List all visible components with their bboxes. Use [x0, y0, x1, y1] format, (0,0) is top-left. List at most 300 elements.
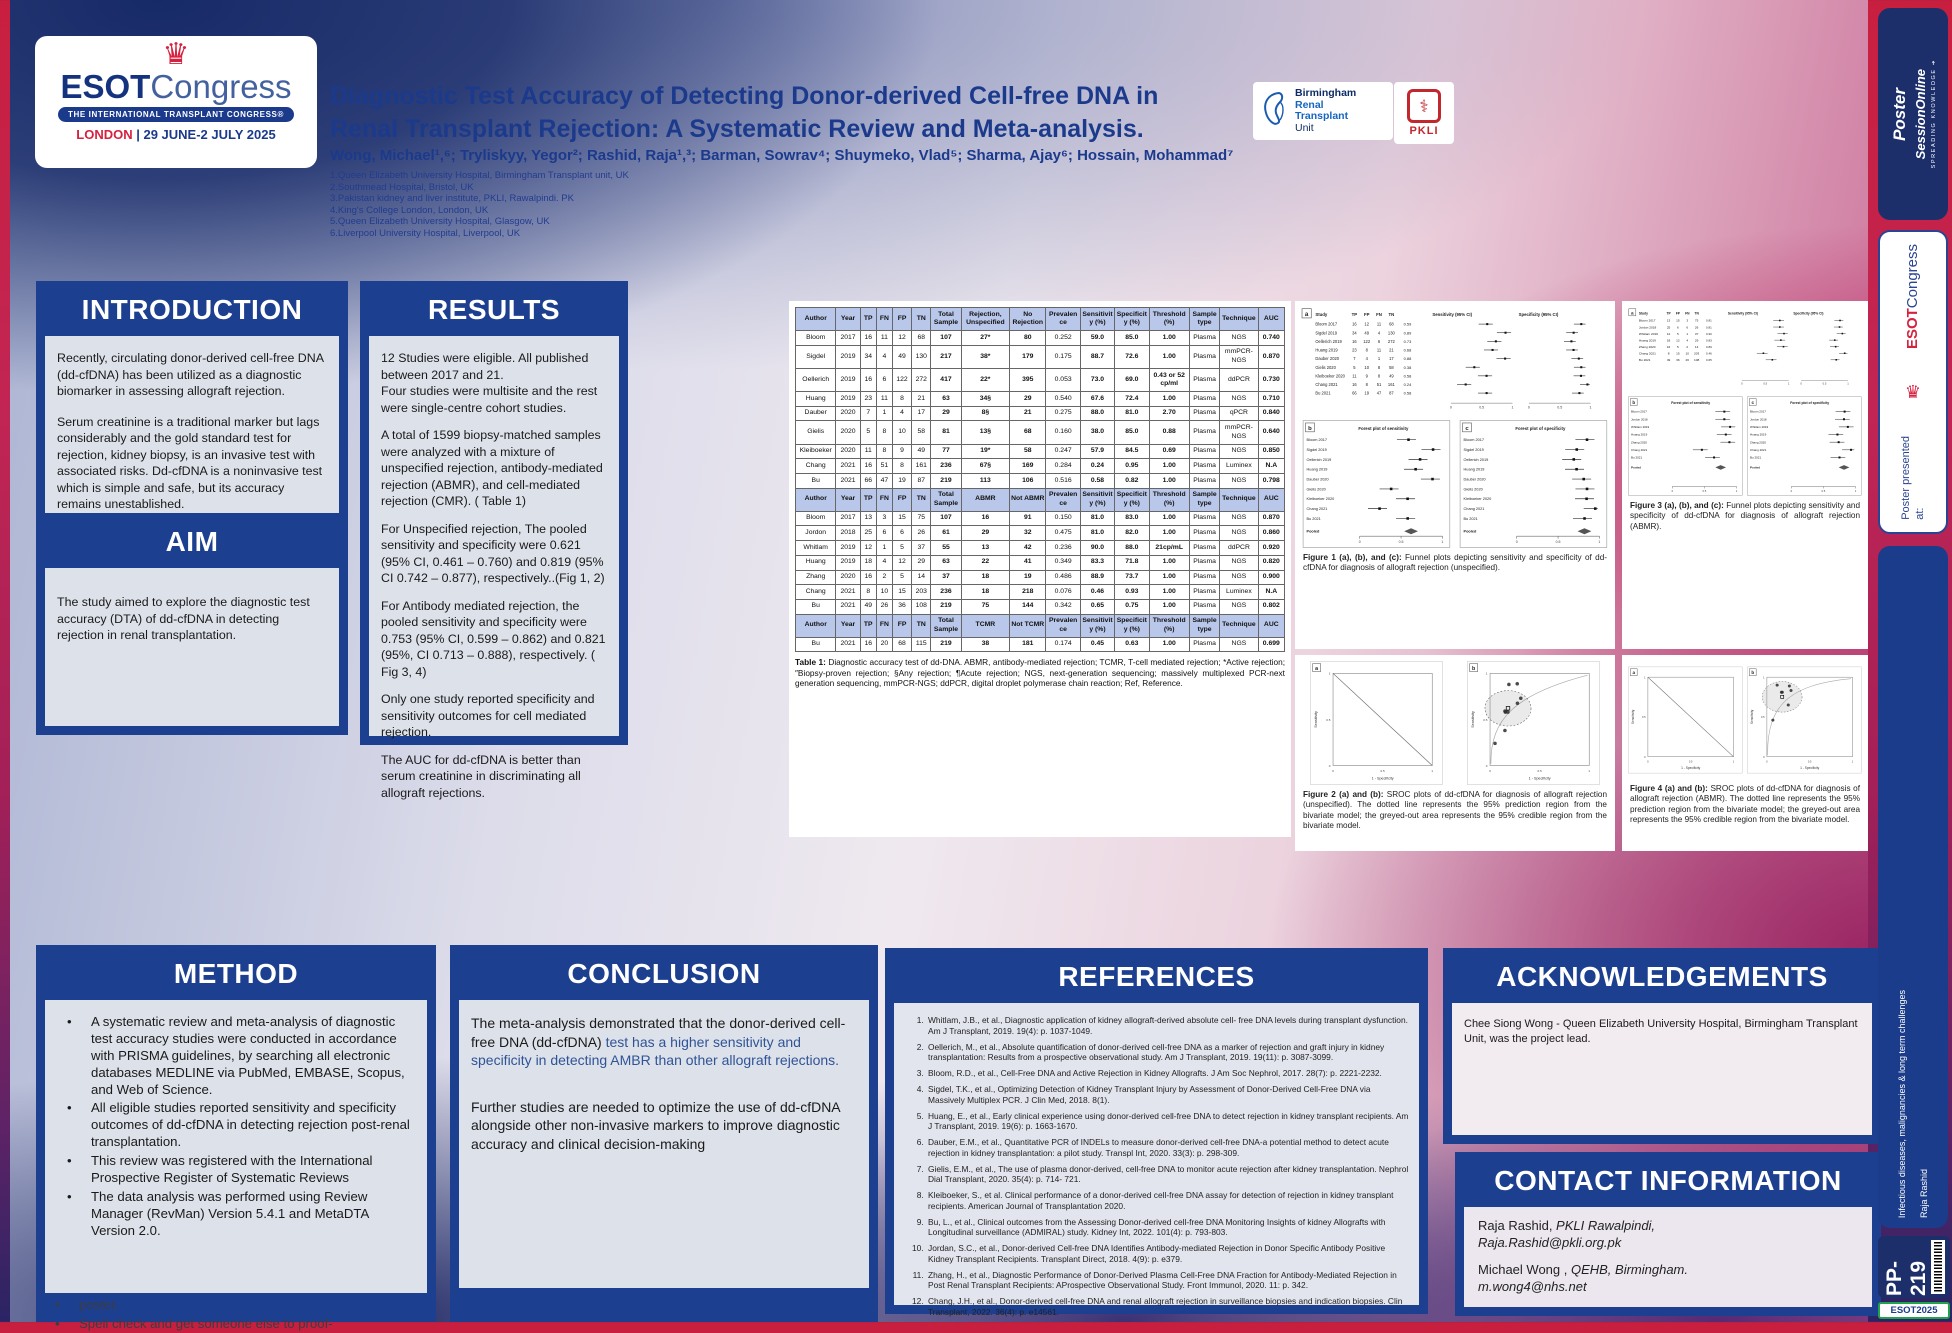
- table-cell: 2020: [836, 421, 860, 444]
- table-cell: 107: [931, 331, 961, 346]
- acknowledgements-body: [1452, 1003, 1872, 1135]
- svg-text:26: 26: [1685, 358, 1690, 363]
- introduction-body: [45, 336, 339, 541]
- poster-session-line1: Poster: [1889, 87, 1909, 141]
- table-cell: 181: [1010, 637, 1046, 652]
- contact-entry: [1478, 1217, 1858, 1252]
- svg-text:b: b: [1472, 665, 1476, 672]
- table-cell: NGS: [1220, 392, 1258, 407]
- svg-text:0.65: 0.65: [1706, 358, 1712, 363]
- svg-text:Bloom 2017: Bloom 2017: [1631, 409, 1647, 414]
- table-cell: 0.174: [1046, 637, 1080, 652]
- reference-item: 2. Oellerich, M., et al., Absolute quantification of donor-derived cell-free DNA as a marker of rejection and graft injury in kidney transplantation: Results from a prospective observational study. Am J Transplant, 2019. 19(11): p. 3087-3099.: [926, 1042, 1409, 1063]
- svg-text:21: 21: [1389, 347, 1394, 353]
- svg-text:a: a: [1630, 310, 1634, 316]
- table-cell: 32: [1010, 526, 1046, 541]
- table-cell: 0.160: [1046, 421, 1080, 444]
- svg-text:Dauber 2020: Dauber 2020: [1306, 477, 1329, 482]
- svg-text:23: 23: [1352, 347, 1357, 353]
- table-cell: 4: [892, 406, 911, 421]
- table-cell: Bu: [796, 473, 836, 488]
- poster-canvas: [10, 0, 1868, 1331]
- svg-text:Huang 2019: Huang 2019: [1315, 347, 1338, 353]
- table-header-row: [796, 614, 1285, 637]
- figure3-subpanels: [1628, 396, 1862, 496]
- table-cell: 5: [892, 541, 911, 556]
- svg-text:49: 49: [1389, 373, 1394, 379]
- svg-text:16: 16: [1666, 344, 1671, 349]
- table-header-row: [796, 488, 1285, 511]
- svg-text:Oellerich 2019: Oellerich 2019: [1306, 457, 1332, 462]
- svg-text:FN: FN: [1376, 312, 1382, 318]
- table-cell: 72.6: [1115, 345, 1149, 368]
- svg-text:0.5: 0.5: [1483, 717, 1488, 722]
- svg-text:Specificity (95% CI): Specificity (95% CI): [1518, 312, 1559, 318]
- svg-text:14: 14: [1694, 344, 1699, 349]
- table-cell: NGS: [1220, 570, 1258, 585]
- table-cell: 0.475: [1046, 526, 1080, 541]
- svg-text:25: 25: [1666, 325, 1671, 330]
- table-cell: Plasma: [1189, 599, 1219, 614]
- svg-text:1: 1: [1732, 760, 1735, 764]
- table-cell: 84.5: [1115, 444, 1149, 459]
- table-cell: 0.342: [1046, 599, 1080, 614]
- affiliation-line: 4.King's College London, London, UK: [330, 204, 489, 216]
- table-cell: 6: [876, 368, 892, 391]
- table-cell: 88.0: [1115, 541, 1149, 556]
- figure2-caption-text: SROC plots of dd-cfDNA for diagnosis of allograft rejection (unspecified). The dotted line represents the 95% prediction region from the bivariate model; the greyed-out area represents the 95% credible region from the bivariate model.: [1303, 790, 1607, 830]
- method-cut-bullet-list: [45, 1297, 427, 1333]
- pkli-logo: [1394, 82, 1454, 144]
- conclusion-paragraph-1: [471, 1014, 857, 1070]
- svg-text:66: 66: [1352, 390, 1357, 396]
- table-cell: 6: [876, 526, 892, 541]
- svg-text:1 - Specificity: 1 - Specificity: [1800, 765, 1820, 770]
- svg-text:0.81: 0.81: [1706, 325, 1712, 330]
- barcode: [1931, 1240, 1945, 1294]
- title-line-2: Renal Transplant Rejection: A Systematic Review and Meta-analysis.: [330, 114, 1144, 143]
- svg-text:1 - Specificity: 1 - Specificity: [1681, 765, 1701, 770]
- table-cell: 4: [876, 345, 892, 368]
- svg-text:Bu 2021: Bu 2021: [1306, 516, 1321, 521]
- svg-text:Zhang 2020: Zhang 2020: [1638, 344, 1656, 349]
- table-cell: 0.43 or 52 cp/ml: [1149, 368, 1189, 391]
- table-cell: Plasma: [1189, 406, 1219, 421]
- svg-text:1: 1: [1847, 382, 1849, 386]
- contact-email: m.wong4@nhs.net: [1478, 1278, 1587, 1294]
- figure3-forest-sensitivity-plot: [1628, 396, 1743, 496]
- results-paragraph: The AUC for dd-cfDNA is better than serum creatinine in discriminating all allograft rejections.: [381, 752, 581, 800]
- esot-congress-vertical-text: [1904, 244, 1922, 349]
- table-cell: 144: [1010, 599, 1046, 614]
- references-title: REFERENCES: [1058, 961, 1255, 992]
- table-cell: 0.95: [1115, 459, 1149, 474]
- svg-text:0.59: 0.59: [1403, 321, 1412, 327]
- reference-item: 5. Huang, E., et al., Early clinical experience using donor-derived cell-free DNA to detect rejection in kidney transplant recipients. Am J Transplant, 2019. 19(6): p. 1663-1670.: [926, 1111, 1409, 1132]
- svg-text:Bu 2021: Bu 2021: [1750, 455, 1762, 460]
- svg-text:Chang 2021: Chang 2021: [1306, 507, 1328, 512]
- table-cell: 0.88: [1149, 421, 1189, 444]
- svg-text:Pooled: Pooled: [1463, 529, 1477, 534]
- table-cell: 0.247: [1046, 444, 1080, 459]
- figure4-subpanels: [1628, 661, 1862, 779]
- table-cell: Plasma: [1189, 345, 1219, 368]
- figure4-panel: [1622, 655, 1868, 851]
- svg-text:0.5: 0.5: [1326, 717, 1331, 722]
- table-header-cell: FP: [892, 488, 911, 511]
- table-cell: 179: [1010, 345, 1046, 368]
- svg-text:7: 7: [1353, 356, 1356, 362]
- table-cell: 81.0: [1080, 526, 1114, 541]
- figure1-forest-sensitivity-plot: [1301, 420, 1452, 548]
- table-header-cell: Prevalence: [1046, 488, 1080, 511]
- table-cell: Plasma: [1189, 541, 1219, 556]
- table-cell: 21: [1010, 406, 1046, 421]
- table-cell: 36: [892, 599, 911, 614]
- svg-text:0: 0: [1489, 769, 1491, 774]
- conclusion-p1-dark: The meta-analysis demonstrated that the donor-derived cell-free DNA (dd-cfDNA): [471, 1015, 846, 1050]
- table-cell: 1.00: [1149, 599, 1189, 614]
- table-cell: 21cp/mL: [1149, 541, 1189, 556]
- table-cell: 2021: [836, 473, 860, 488]
- svg-text:Forest plot of sensitivity: Forest plot of sensitivity: [1671, 400, 1711, 405]
- table-cell: Sigdel: [796, 345, 836, 368]
- table-cell: 29: [931, 406, 961, 421]
- table-cell: 1.00: [1149, 511, 1189, 526]
- svg-text:Sigdel 2019: Sigdel 2019: [1315, 330, 1337, 336]
- svg-text:Chang 2021: Chang 2021: [1631, 447, 1648, 452]
- table-cell: N.A: [1258, 585, 1284, 600]
- svg-text:Bloom 2017: Bloom 2017: [1315, 321, 1338, 327]
- svg-text:0.5: 0.5: [1555, 540, 1561, 545]
- event-city: LONDON: [76, 127, 133, 142]
- svg-text:Study: Study: [1315, 312, 1328, 318]
- svg-text:15: 15: [1676, 351, 1680, 356]
- esot-logo-tagline: THE INTERNATIONAL TRANSPLANT CONGRESS®: [58, 107, 294, 122]
- presented-line2: at:: [1914, 507, 1926, 520]
- svg-text:Sensitivity: Sensitivity: [1631, 709, 1636, 725]
- table-cell: 16: [860, 570, 876, 585]
- table-cell: 58: [912, 421, 931, 444]
- references-section: [885, 948, 1428, 1317]
- table-cell: 29: [912, 555, 931, 570]
- table-cell: 87: [912, 473, 931, 488]
- results-paragraph: Only one study reported specificity and sensitivity outcomes for cell mediated rejection.: [381, 692, 595, 739]
- table-cell: 218: [1010, 585, 1046, 600]
- svg-text:11: 11: [1352, 373, 1357, 379]
- table-cell: 37: [912, 541, 931, 556]
- table-header-cell: Total Sample: [931, 488, 961, 511]
- svg-text:161: 161: [1387, 382, 1395, 388]
- svg-text:0.5: 0.5: [1557, 405, 1563, 410]
- svg-text:1: 1: [1598, 540, 1601, 545]
- figure2-caption: [1301, 790, 1609, 831]
- figure3-forest-specificity-plot: [1747, 396, 1862, 496]
- svg-text:0.5: 0.5: [1702, 489, 1707, 493]
- table-cell: Plasma: [1189, 511, 1219, 526]
- table-cell: Kleiboeker: [796, 444, 836, 459]
- svg-text:Study: Study: [1638, 311, 1648, 316]
- aim-body: [45, 568, 339, 726]
- svg-text:b: b: [1632, 399, 1636, 405]
- table-cell: 0.58: [1080, 473, 1114, 488]
- svg-text:0: 0: [1328, 763, 1331, 768]
- table-cell: 68: [912, 331, 931, 346]
- table-cell: ddPCR: [1220, 541, 1258, 556]
- table-cell: 83.3: [1080, 555, 1114, 570]
- esot-congress-badge: [1878, 230, 1948, 534]
- table-header-cell: AUC: [1258, 488, 1284, 511]
- table-cell: 417: [931, 368, 961, 391]
- table-cell: 63: [931, 392, 961, 407]
- figure3-caption-label: Figure 3 (a), (b), and (c):: [1630, 501, 1724, 510]
- table-cell: 217: [931, 345, 961, 368]
- contact-title: CONTACT INFORMATION: [1494, 1165, 1842, 1196]
- svg-text:0.88: 0.88: [1403, 356, 1412, 362]
- table-header-cell: Total Sample: [931, 308, 961, 331]
- svg-text:Sensitivity: Sensitivity: [1471, 711, 1476, 728]
- svg-text:Chang 2021: Chang 2021: [1315, 382, 1338, 388]
- contact-email: Raja.Rashid@pkli.org.pk: [1478, 1235, 1622, 1251]
- table-cell: 1.00: [1149, 331, 1189, 346]
- table-cell: Plasma: [1189, 459, 1219, 474]
- table-cell: 8: [860, 585, 876, 600]
- table-cell: Bloom: [796, 331, 836, 346]
- svg-text:1: 1: [1485, 671, 1488, 676]
- svg-text:4: 4: [1377, 330, 1381, 336]
- table-cell: 0.516: [1046, 473, 1080, 488]
- svg-text:272: 272: [1387, 338, 1395, 344]
- contact-org: PKLI Rawalpindi,: [1556, 1218, 1656, 1233]
- table-cell: 0.730: [1258, 368, 1284, 391]
- table-cell: 1.00: [1149, 585, 1189, 600]
- svg-text:a: a: [1304, 311, 1309, 319]
- diagnostic-accuracy-table: [795, 307, 1285, 652]
- table-cell: 61: [931, 526, 961, 541]
- table-cell: 0.710: [1258, 392, 1284, 407]
- table-cell: Bu: [796, 637, 836, 652]
- svg-text:0.5: 0.5: [1479, 405, 1485, 410]
- figure1-forest-specificity-plot: [1458, 420, 1609, 548]
- table-cell: NGS: [1220, 637, 1258, 652]
- table-cell: 72.4: [1115, 392, 1149, 407]
- table-header-cell: Threshold (%): [1149, 614, 1189, 637]
- table-cell: 8: [892, 392, 911, 407]
- table-cell: 63: [931, 555, 961, 570]
- figure1-caption-text: Funnel plots depicting sensitivity and specificity of dd-cfDNA for diagnosis of allograft rejection (unspecified).: [1303, 553, 1607, 573]
- method-body: [45, 1000, 427, 1293]
- method-bullet: • All eligible studies reported sensitivity and specificity outcomes of dd-cfDNA in detecting rejection post-renal transplantation.: [57, 1100, 415, 1151]
- svg-text:0.68: 0.68: [1403, 347, 1412, 353]
- table-header-cell: Specificity (%): [1115, 488, 1149, 511]
- table-cell: Plasma: [1189, 392, 1219, 407]
- svg-text:34: 34: [1352, 330, 1357, 336]
- svg-text:Bloom 2017: Bloom 2017: [1638, 318, 1656, 323]
- esot-logo-name: [35, 70, 317, 104]
- table-cell: 1.00: [1149, 637, 1189, 652]
- svg-text:1: 1: [1588, 769, 1591, 774]
- contact-body: [1464, 1207, 1872, 1307]
- acknowledgements-text: Chee Siong Wong - Queen Elizabeth University Hospital, Birmingham Transplant Unit, was the project lead.: [1464, 1018, 1858, 1045]
- table-cell: 2019: [836, 392, 860, 407]
- table-cell: 34: [860, 345, 876, 368]
- table-header-cell: Author: [796, 488, 836, 511]
- svg-text:0.38: 0.38: [1403, 364, 1412, 370]
- contact-entry: [1478, 1261, 1858, 1296]
- figure2-sroc-plot-b: [1458, 661, 1609, 785]
- svg-text:0.58: 0.58: [1403, 390, 1412, 396]
- svg-text:Sensitivity: Sensitivity: [1314, 711, 1319, 728]
- method-cut-bullet: • poster.: [45, 1297, 427, 1314]
- figure1-forest-summary-plot: [1301, 307, 1609, 411]
- table-cell: Oellerich: [796, 368, 836, 391]
- table-cell: 0.699: [1258, 637, 1284, 652]
- method-bullet-list: [57, 1014, 415, 1240]
- poster-session-tagline: SPREADING KNOWLEDGE ➔: [1930, 59, 1937, 169]
- table-cell: 18: [961, 585, 1009, 600]
- table-cell: mmPCR-NGS: [1220, 421, 1258, 444]
- esot-logo-congress: Congress: [150, 68, 292, 105]
- table-cell: Zhang: [796, 570, 836, 585]
- table-cell: 6: [892, 526, 911, 541]
- table1-caption-text: Diagnostic accuracy test of dd-DNA. ABMR, antibody-mediated rejection; TCMR, T-cell mediated rejection; *Active rejection; ″Biopsy-proven rejection; §Any rejection; ¶Acute rejection; NGS, next-generation sequencing; massively multiplexed PCR-next generation sequencing, mmPCR-NGS; ddPCR, digital droplet polymerase chain reaction; Ref, Reference.: [795, 657, 1285, 689]
- table-header-cell: TN: [912, 614, 931, 637]
- svg-text:6: 6: [1377, 338, 1381, 344]
- table-cell: 0.46: [1080, 585, 1114, 600]
- svg-text:0.5: 0.5: [1822, 382, 1827, 386]
- figure4-caption-text: SROC plots of dd-cfDNA for diagnosis of allograft rejection (ABMR). The dotted line represents the 95% prediction region from the bivariate model; the greyed-out area represents the 95% credible region from the bivariate model.: [1630, 784, 1860, 824]
- svg-text:0.5: 0.5: [1641, 716, 1646, 720]
- table-cell: 161: [912, 459, 931, 474]
- method-cut-bullet: • Spell check and get someone else to proof-: [45, 1316, 427, 1333]
- svg-text:Huang 2019: Huang 2019: [1463, 467, 1485, 472]
- table-header-cell: FP: [892, 614, 911, 637]
- table-cell: 5: [892, 570, 911, 585]
- svg-text:0: 0: [1763, 755, 1765, 759]
- table-cell: Jordon: [796, 526, 836, 541]
- table-cell: 1.00: [1149, 345, 1189, 368]
- svg-text:108: 108: [1694, 358, 1700, 363]
- table-cell: 68: [1010, 421, 1046, 444]
- transplant-line: Transplant: [1295, 110, 1349, 122]
- svg-text:0.58: 0.58: [1403, 373, 1412, 379]
- table-header-cell: Year: [836, 614, 860, 637]
- svg-text:TP: TP: [1666, 311, 1671, 316]
- svg-text:Huang 2019: Huang 2019: [1306, 467, 1328, 472]
- table-row: [796, 392, 1285, 407]
- table-cell: 10: [876, 585, 892, 600]
- svg-text:1: 1: [1377, 356, 1381, 362]
- table-cell: 19: [892, 473, 911, 488]
- svg-text:8: 8: [1377, 373, 1381, 379]
- svg-text:0: 0: [1790, 489, 1793, 493]
- svg-text:0: 0: [1766, 760, 1768, 764]
- table-cell: 0.63: [1115, 637, 1149, 652]
- table-cell: 73.7: [1115, 570, 1149, 585]
- table-cell: 88.0: [1080, 406, 1114, 421]
- table-header-cell: Specificity (%): [1115, 614, 1149, 637]
- acknowledgements-title: ACKNOWLEDGEMENTS: [1496, 961, 1828, 992]
- table-cell: 90.0: [1080, 541, 1114, 556]
- svg-text:15: 15: [1676, 318, 1680, 323]
- table-row: [796, 345, 1285, 368]
- svg-text:6: 6: [1677, 325, 1679, 330]
- table-cell: 22*: [961, 368, 1009, 391]
- svg-text:Whitlam 2019: Whitlam 2019: [1750, 425, 1769, 430]
- table-cell: Whitlam: [796, 541, 836, 556]
- svg-text:203: 203: [1694, 351, 1700, 356]
- table-cell: 47: [876, 473, 892, 488]
- table-header-cell: ABMR: [961, 488, 1009, 511]
- table-cell: 26: [912, 526, 931, 541]
- svg-text:Sensitivity (95% CI): Sensitivity (95% CI): [1727, 311, 1758, 316]
- table-row: [796, 585, 1285, 600]
- table-header-cell: No Rejection: [1010, 308, 1046, 331]
- reference-item: 4. Sigdel, T.K., et al., Optimizing Detection of Kidney Transplant Injury by Assessment of Donor-Derived Cell-Free DNA via Massively Multiplex PCR. J Clin Med, 2018. 8(1).: [926, 1084, 1409, 1105]
- table-cell: 21: [912, 392, 931, 407]
- method-bullet: • This review was registered with the International Prospective Register of Systematic Reviews: [57, 1153, 415, 1187]
- references-body: [894, 1003, 1419, 1317]
- table-cell: NGS: [1220, 444, 1258, 459]
- table-cell: 395: [1010, 368, 1046, 391]
- table-row: [796, 368, 1285, 391]
- table-header-cell: Rejection, Unspecified: [961, 308, 1009, 331]
- introduction-paragraph: Serum creatinine is a traditional marker but lags considerably and the gold standard test for rejection, kidney biopsy, is an invasive test with associated risks. Dd-cfDNA is a noninvasive test which is simple and safe, but its accuracy remains unestablished.: [57, 414, 323, 511]
- table-cell: 3: [876, 511, 892, 526]
- reference-item: 3. Bloom, R.D., et al., Cell-Free DNA and Active Rejection in Kidney Allografts. J Am Soc Nephrol, 2017. 28(7): p. 2221-2232.: [926, 1068, 1409, 1079]
- table-cell: 16: [860, 637, 876, 652]
- table-header-cell: Specificity (%): [1115, 308, 1149, 331]
- table-cell: 2021: [836, 637, 860, 652]
- svg-text:FP: FP: [1363, 312, 1370, 318]
- svg-text:Chang 2021: Chang 2021: [1463, 507, 1485, 512]
- poster-session-line2: SessionOnline: [1912, 68, 1928, 160]
- svg-text:Bloom 2017: Bloom 2017: [1306, 438, 1327, 443]
- aim-section: [36, 513, 348, 735]
- affiliation-line: 3.Pakistan kidney and liver institute, PKLI, Rawalpindi. PK: [330, 193, 574, 204]
- table-header-cell: Prevalence: [1046, 614, 1080, 637]
- table-cell: 81.0: [1115, 406, 1149, 421]
- table-cell: 0.486: [1046, 570, 1080, 585]
- poster-number: PP-219: [1883, 1260, 1930, 1296]
- svg-text:0.90: 0.90: [1706, 331, 1712, 336]
- reference-list: [904, 1015, 1409, 1317]
- svg-text:4: 4: [1686, 338, 1689, 343]
- reference-item: 6. Dauber, E.M., et al., Quantitative PCR of INDELs to measure donor-derived cell-free DNA-a potential method to detect acute rejection in kidney transplantation: a pilot study. Transpl Int, 2020. 33(3): p. 298-309.: [926, 1137, 1409, 1158]
- table-cell: 1: [876, 406, 892, 421]
- method-bullet: • A systematic review and meta-analysis of diagnostic test accuracy studies were conducted in accordance with PRISMA guidelines, by searching all electronic databases MEDLINE via PubMed, EMBASE, Scopus, and Web of Science.: [57, 1014, 415, 1098]
- table-row: [796, 526, 1285, 541]
- table-header-cell: Technique: [1220, 488, 1258, 511]
- table-cell: 55: [931, 541, 961, 556]
- table-cell: 0.65: [1080, 599, 1114, 614]
- svg-text:TN: TN: [1388, 312, 1395, 318]
- birmingham-line: Birmingham: [1295, 87, 1357, 99]
- reference-item: 9. Bu, L., et al., Clinical outcomes from the Assessing Donor-derived cell-free DNA Monitoring Insights of kidney Allografts with Longitudinal surveillance (ADMIRAL) study. Kidney Int, 2022. 101(4): p. 793-803.: [926, 1217, 1409, 1238]
- figure4-caption-label: Figure 4 (a) and (b):: [1630, 784, 1708, 793]
- table-cell: 2019: [836, 368, 860, 391]
- table-cell: Plasma: [1189, 637, 1219, 652]
- table-header-cell: Technique: [1220, 614, 1258, 637]
- table-cell: 16: [860, 368, 876, 391]
- table-cell: 18: [860, 555, 876, 570]
- svg-text:Gielis 2020: Gielis 2020: [1306, 487, 1326, 492]
- svg-text:1: 1: [1763, 676, 1765, 680]
- table-header-cell: FN: [876, 614, 892, 637]
- svg-text:37: 37: [1694, 331, 1699, 336]
- crown-icon: ♛: [1904, 382, 1922, 403]
- table-cell: 2018: [836, 526, 860, 541]
